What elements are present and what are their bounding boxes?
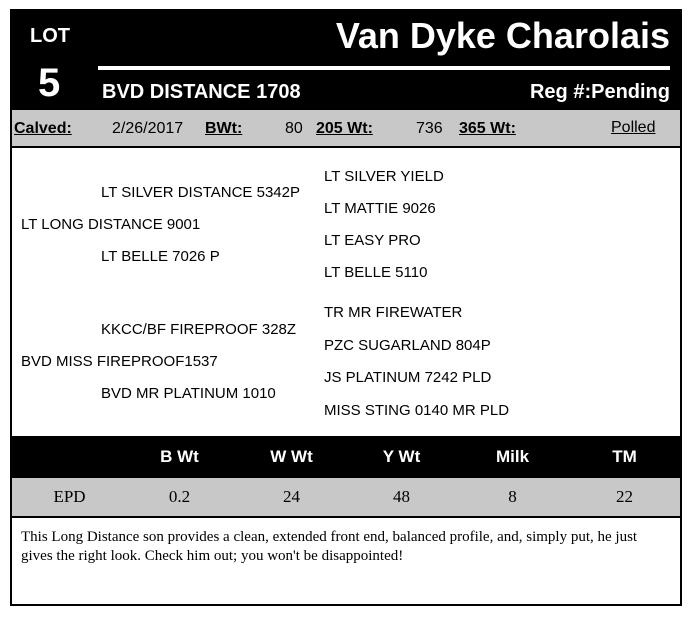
epd-value-ywt: 48 [393, 487, 410, 506]
lot-card [10, 9, 682, 606]
animal-name: BVD DISTANCE 1708 [102, 81, 301, 103]
lot-number: 5 [38, 61, 61, 105]
sire-dam-dam: LT BELLE 5110 [324, 264, 428, 281]
bwt-label: BWt: [205, 120, 243, 137]
w205-value: 736 [416, 120, 443, 137]
epd-header-tm: TM [612, 447, 637, 466]
epd-header-ywt: Y Wt [382, 447, 421, 466]
w205-label: 205 Wt: [316, 120, 373, 137]
epd-header-wwt: W Wt [270, 447, 313, 466]
epd-row-label: EPD [53, 487, 86, 506]
dam: BVD MISS FIREPROOF1537 [21, 353, 218, 370]
sire-sire-dam: LT MATTIE 9026 [324, 200, 436, 217]
header-divider [98, 66, 670, 70]
sire-dam: LT BELLE 7026 P [101, 248, 220, 265]
sire-sire-sire: LT SILVER YIELD [324, 168, 444, 185]
sire: LT LONG DISTANCE 9001 [21, 216, 201, 233]
header-banner [12, 11, 680, 110]
epd-value-tm: 22 [616, 487, 633, 506]
polled-value: Polled [611, 119, 656, 136]
epd-value-milk: 8 [508, 487, 517, 506]
dam-dam: BVD MR PLATINUM 1010 [101, 385, 276, 402]
calved-value: 2/26/2017 [112, 120, 184, 137]
calved-label: Calved: [14, 120, 72, 137]
epd-value-wwt: 24 [283, 487, 300, 506]
registration-number: Reg #:Pending [529, 81, 670, 103]
sire-sire: LT SILVER DISTANCE 5342P [101, 184, 300, 201]
dam-sire-sire: TR MR FIREWATER [324, 304, 463, 321]
dam-sire: KKCC/BF FIREPROOF 328Z [101, 321, 297, 338]
dam-dam-sire: JS PLATINUM 7242 PLD [324, 369, 492, 386]
epd-values-row [12, 478, 680, 518]
farm-name: Van Dyke Charolais [335, 15, 670, 56]
epd-value-bwt: 0.2 [168, 487, 191, 506]
pedigree [12, 148, 680, 436]
epd-header-milk: Milk [495, 447, 530, 466]
info-bar [12, 110, 680, 148]
w365-label: 365 Wt: [459, 120, 516, 137]
epd-header [12, 436, 680, 478]
dam-dam-dam: MISS STING 0140 MR PLD [324, 402, 510, 419]
dam-sire-dam: PZC SUGARLAND 804P [324, 337, 491, 354]
epd-header-bwt: B Wt [160, 447, 199, 466]
lot-label: LOT [30, 25, 70, 47]
sire-dam-sire: LT EASY PRO [324, 232, 421, 249]
bwt-value: 80 [285, 120, 303, 137]
description: This Long Distance son provides a clean, extended front end, balanced profile, and, simply put, he just gives the right look. Check him out; you won't be disappointed! [21, 529, 638, 564]
